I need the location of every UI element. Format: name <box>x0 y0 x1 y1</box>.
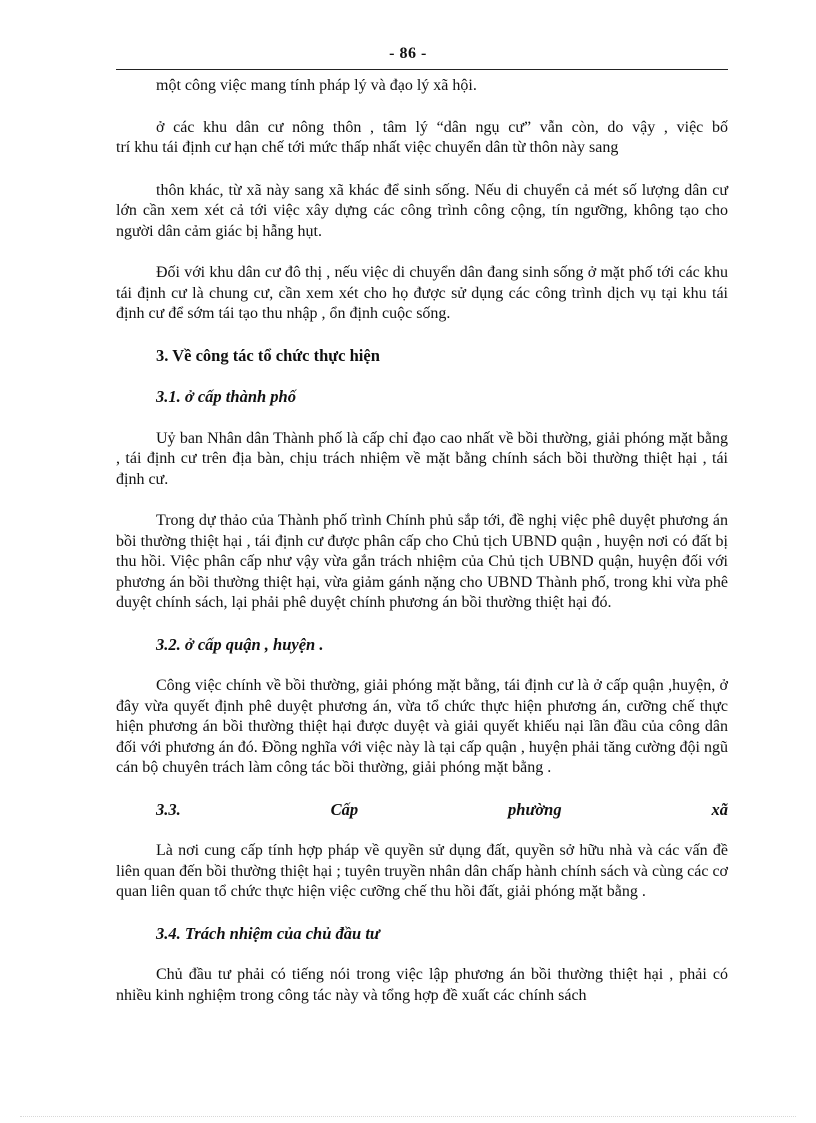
header-rule <box>116 69 728 70</box>
paragraph-6: Công việc chính về bồi thường, giải phóng mặt bằng, tái định cư là ở cấp quận ,huyện, ở đây vừa quyết định phê duyệt phương án, vừa tổ chức thực hiện phương án, cưỡng chế thực hiện phương án bồi thường thiệt hại được duyệt và giải quyết khiếu nại lần đầu của công dân đối với phương án đó. Đồng nghĩa với việc này là tại cấp quận , huyện phải tăng cường đội ngũ cán bộ chuyên trách làm công tác bồi thường, giải phóng mặt bằng . <box>116 677 728 776</box>
page-number: - 86 - <box>389 45 427 62</box>
heading-3-3-word: 3.3. <box>156 799 181 819</box>
subsection-heading-3-2: 3.2. ở cấp quận , huyện . <box>156 634 324 654</box>
paragraph-1-line-2: trí khu tái định cư hạn chế tới mức thấp nhất việc chuyển dân từ thôn này sang <box>116 139 619 156</box>
subsection-heading-3-3 <box>116 800 728 821</box>
paragraph-3: Đối với khu dân cư đô thị , nếu việc di chuyển dân đang sinh sống ở mặt phố tới các khu tái định cư là chung cư, cần xem xét cho họ được sử dụng các công trình dịch vụ tại khu tái định cư để sớm tái tạo thu nhập , ổn định cuộc sống. <box>116 264 728 322</box>
paragraph-8: Chủ đầu tư phải có tiếng nói trong việc lập phương án bồi thường thiệt hại , phải có nhiều kinh nghiệm trong công tác này và tổng hợp đề xuất các chính sách <box>116 966 728 1004</box>
paragraph-2: thôn khác, từ xã này sang xã khác để sinh sống. Nếu di chuyển cả mét số lượng dân cư lớn cần xem xét cả tới việc xây dựng các công trình công cộng, tín ngưỡng, không tạo cho người dân cảm giác bị hẫng hụt. <box>116 181 728 240</box>
paragraph-4: Uỷ ban Nhân dân Thành phố là cấp chỉ đạo cao nhất về bồi thường, giải phóng mặt bằng , tái định cư trên địa bàn, chịu trách nhiệm về mặt bằng chính sách bồi thường thiệt hại , tái định cư. <box>116 429 728 488</box>
subsection-heading-3-4: 3.4. Trách nhiệm của chủ đầu tư <box>156 923 380 943</box>
page-bottom-border <box>20 1116 796 1117</box>
section-heading-3: 3. Về công tác tổ chức thực hiện <box>156 345 380 365</box>
paragraph-0: một công việc mang tính pháp lý và đạo lý xã hội. <box>156 77 477 94</box>
paragraph-5: Trong dự thảo của Thành phố trình Chính phủ sắp tới, đề nghị việc phê duyệt phương án bồi thường thiệt hại , tái định cư được phân cấp cho Chủ tịch UBND quận , huyện nơi có đất bị thu hồi. Việc phân cấp như vậy vừa gắn trách nhiệm của Chủ tịch UBND quận, huyện đối với phương án bồi thường thiệt hại, vừa giảm gánh nặng cho UBND Thành phố, trong khi vừa phê duyệt chính sách, lại phải phê duyệt chính phương án bồi thường thiệt hại đó. <box>116 512 728 611</box>
document-body <box>116 76 728 1006</box>
paragraph-1-line-1: ở các khu dân cư nông thôn , tâm lý “dân ngụ cư” vẫn còn, do vậy , việc bố <box>156 118 728 136</box>
heading-3-3-word: phường <box>508 799 562 819</box>
heading-3-3-word: xã <box>711 799 728 819</box>
heading-3-3-word: Cấp <box>330 799 359 819</box>
subsection-heading-3-1: 3.1. ở cấp thành phố <box>156 387 296 406</box>
paragraph-7: Là nơi cung cấp tính hợp pháp về quyền sử dụng đất, quyền sở hữu nhà và các vấn đề liên quan đến bồi thường thiệt hại ; tuyên truyền nhân dân chấp hành chính sách và cùng các cơ quan liên quan tổ chức thực hiện việc cưỡng chế thu hồi đất, giải phóng mặt bằng . <box>116 842 728 900</box>
